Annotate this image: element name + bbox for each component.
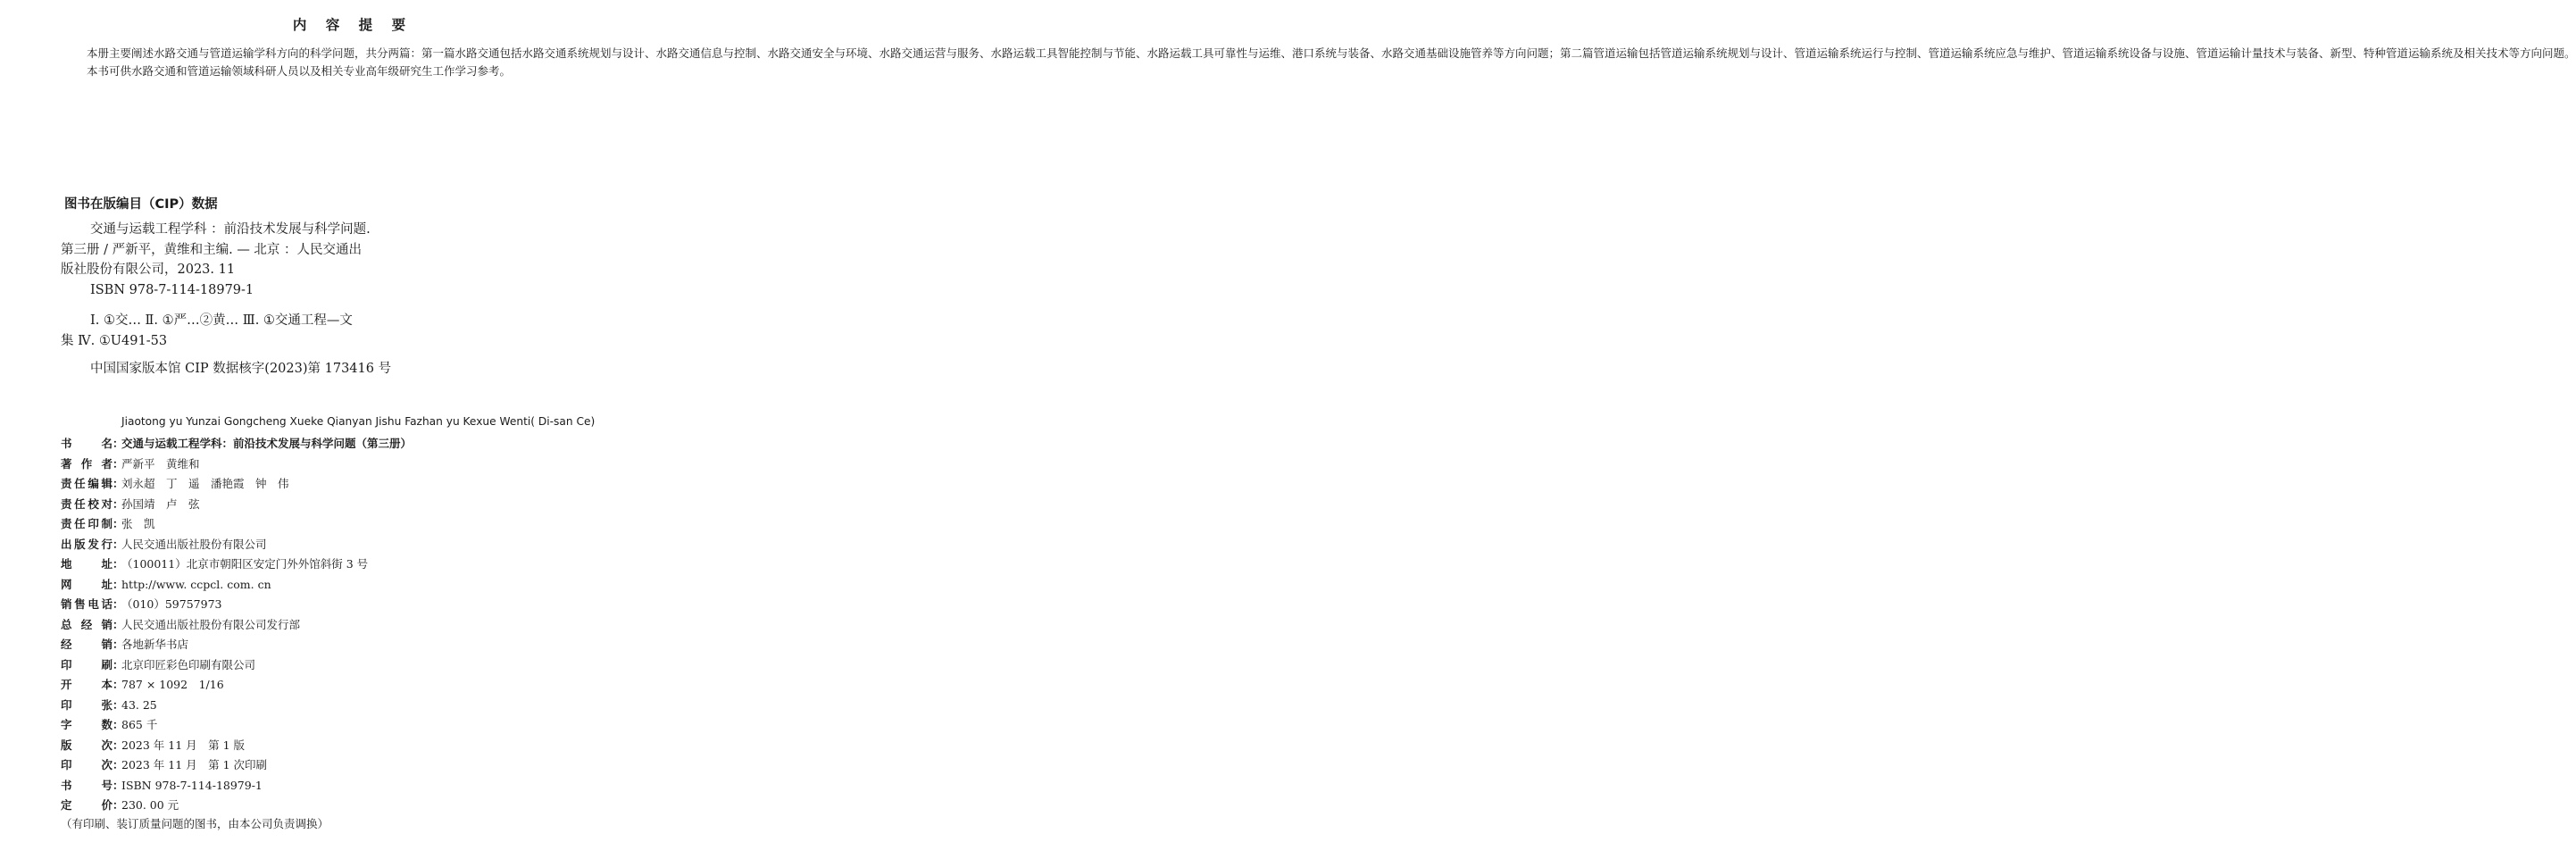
cip-line: 第三册 / 严新平，黄维和主编. — 北京 ：人民交通出 (61, 242, 363, 257)
info-value: 交通与运载工程学科：前沿技术发展与科学问题（第三册） (121, 437, 413, 450)
info-row: 书 号 ： ISBN 978-7-114-18979-1 (61, 778, 263, 792)
info-value: 人民交通出版社股份有限公司发行部 (121, 617, 301, 631)
cip-classification: 集 Ⅳ. ①U491-53 (61, 333, 168, 348)
page-title: 内 容 提 要 (292, 17, 413, 33)
info-label: 字 数 (61, 718, 113, 731)
info-row: 责 任 编 辑 ： 刘永超 丁 遥 潘艳霞 钟 伟 (61, 477, 289, 490)
info-row: 著 作 者 ： 严新平 黄维和 (61, 456, 200, 471)
info-label: 责 任 编 辑 (61, 477, 113, 490)
info-row: 销 售 电 话 ： （010）59757973 (61, 597, 222, 611)
info-row: 经 销 ： 各地新华书店 (61, 638, 189, 651)
info-row: 版 次 ： 2023 年 11 月 第 1 版 (61, 738, 246, 752)
info-value: 865 千 (121, 718, 158, 731)
info-label: 著 作 者 (61, 456, 113, 471)
info-row: 责 任 印 制 ： 张 凯 (61, 517, 155, 530)
cip-line: 版社股份有限公司，2023. 11 (61, 263, 236, 277)
info-label: 书 号 (61, 778, 113, 792)
info-value: 各地新华书店 (121, 638, 189, 651)
info-value: 230. 00 元 (121, 798, 179, 812)
cip-record-number: 中国国家版本馆 CIP 数据核字(2023)第 173416 号 (90, 362, 392, 376)
footer-note: （有印刷、装订质量问题的图书，由本公司负责调换） (61, 817, 329, 830)
info-value: http://www. ccpcl. com. cn (121, 577, 271, 591)
info-label: 印 次 (61, 758, 113, 771)
info-row: 责 任 校 对 ： 孙国靖 卢 弦 (61, 496, 200, 511)
info-label: 经 销 (61, 638, 113, 651)
info-label: 网 址 (61, 577, 113, 591)
info-row: 地 址 ： （100011）北京市朝阳区安定门外外馆斜街 3 号 (61, 557, 369, 571)
info-value: 北京印匠彩色印刷有限公司 (121, 657, 256, 671)
info-label: 定 价 (61, 798, 113, 812)
summary-paragraph: 本册主要阐述水路交通与管道运输学科方向的科学问题，共分两篇：第一篇水路交通包括水路交通系统规划与设计、水路交通信息与控制、水路交通安全与环境、水路交通运营与服务、水路运载工具智能控制与节能、水路运载工具可靠性与运维、港口系统与装备、水路交通基础设施管养等方向问题；第二篇管道运输包括管道运输系统规划与设计、管道运输系统运行与控制、管道运输系统应急与维护、管道运输系统设备与设施、管道运输计量技术与装备、新型、特种管道运输系统及相关技术等方向问题。 (87, 46, 2576, 60)
cip-classification: Ⅰ. ①交… Ⅱ. ①严…②黄… Ⅲ. ①交通工程—文 (90, 313, 353, 328)
cip-isbn: ISBN 978-7-114-18979-1 (90, 282, 254, 297)
summary-section (64, 45, 2576, 80)
info-value: 孙国靖 卢 弦 (121, 496, 200, 511)
info-value: 人民交通出版社股份有限公司 (121, 537, 267, 551)
pinyin-title: Jiaotong yu Yunzai Gongcheng Xueke Qianyan Jishu Fazhan yu Kexue Wenti( Di-san Ce) (121, 415, 596, 428)
info-label: 印 刷 (61, 657, 113, 671)
info-row: 总 经 销 ： 人民交通出版社股份有限公司发行部 (61, 617, 301, 631)
info-row: 开 本 ： 787 × 1092 1/16 (61, 678, 224, 691)
info-row: 印 张 ： 43. 25 (61, 697, 157, 712)
info-value: 张 凯 (121, 517, 155, 530)
info-value: 2023 年 11 月 第 1 次印刷 (121, 758, 268, 771)
info-label: 版 次 (61, 738, 113, 752)
info-row: 印 刷 ： 北京印匠彩色印刷有限公司 (61, 657, 256, 671)
info-value: 2023 年 11 月 第 1 版 (121, 738, 246, 752)
info-row: 网 址 ： http://www. ccpcl. com. cn (61, 577, 271, 591)
info-label: 出 版 发 行 (61, 537, 113, 551)
info-value: 严新平 黄维和 (121, 456, 200, 471)
info-label: 印 张 (61, 697, 113, 712)
info-row: 印 次 ： 2023 年 11 月 第 1 次印刷 (61, 758, 268, 771)
info-label: 销 售 电 话 (61, 597, 113, 611)
cip-line: 交通与运载工程学科 ：前沿技术发展与科学问题. (90, 222, 371, 237)
cip-data-block (61, 220, 454, 379)
info-value: 43. 25 (121, 697, 157, 712)
info-value: （010）59757973 (121, 597, 222, 611)
info-value: ISBN 978-7-114-18979-1 (121, 778, 263, 792)
info-value: 刘永超 丁 遥 潘艳霞 钟 伟 (121, 477, 289, 490)
info-label: 开 本 (61, 678, 113, 691)
summary-paragraph: 本书可供水路交通和管道运输领域科研人员以及相关专业高年级研究生工作学习参考。 (87, 64, 512, 78)
info-row: 出 版 发 行 ： 人民交通出版社股份有限公司 (61, 537, 267, 551)
publication-info-list (61, 435, 412, 817)
info-label: 责 任 印 制 (61, 517, 113, 530)
info-row: 定 价 ： 230. 00 元 (61, 798, 179, 812)
info-label: 书 名 (61, 437, 113, 450)
cip-heading: 图书在版编目（CIP）数据 (64, 197, 218, 212)
info-row: 书 名 ： 交通与运载工程学科：前沿技术发展与科学问题（第三册） (61, 437, 413, 450)
info-label: 总 经 销 (61, 617, 113, 631)
info-value: （100011）北京市朝阳区安定门外外馆斜街 3 号 (121, 557, 369, 571)
info-label: 地 址 (61, 557, 113, 571)
info-value: 787 × 1092 1/16 (121, 678, 224, 691)
info-row: 字 数 ： 865 千 (61, 718, 158, 731)
info-label: 责 任 校 对 (61, 496, 113, 511)
